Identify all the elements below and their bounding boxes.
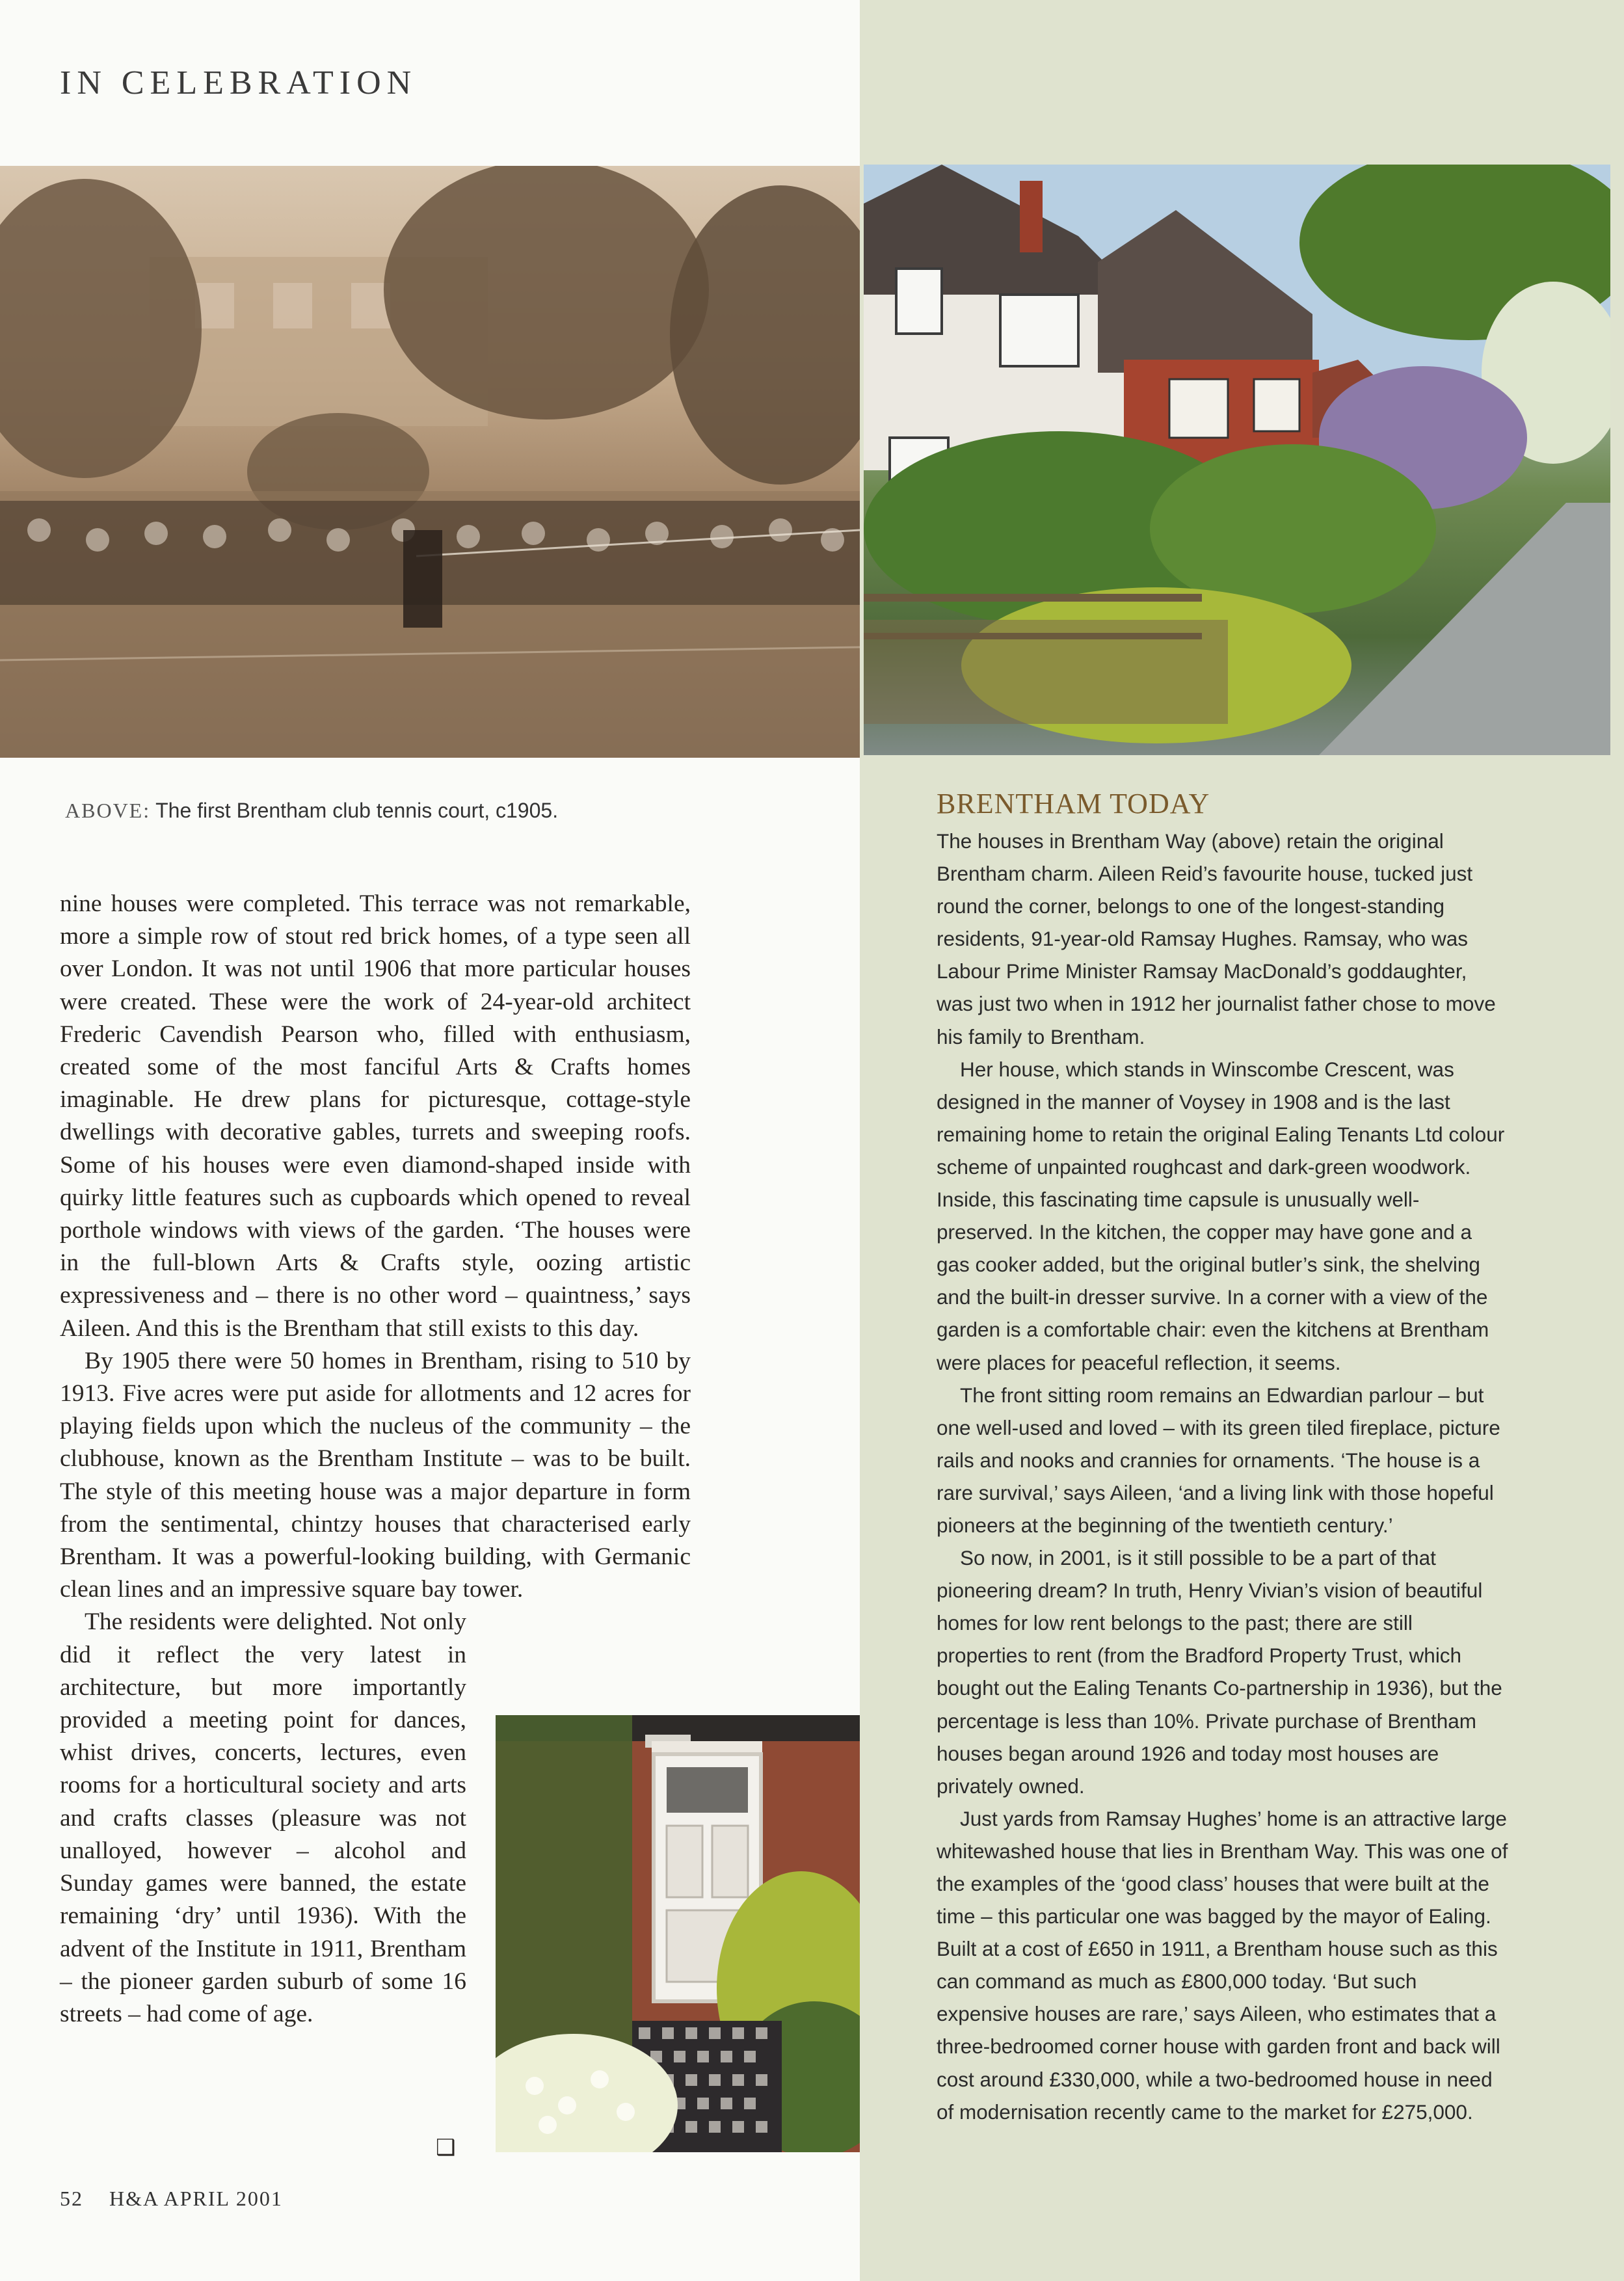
street-illustration bbox=[864, 165, 1610, 755]
sidebar-heading: BRENTHAM TODAY bbox=[937, 788, 1210, 820]
sidebar-body bbox=[937, 825, 1509, 2128]
section-label: IN CELEBRATION bbox=[60, 64, 418, 101]
doorway-photo bbox=[496, 1715, 860, 2152]
sidebar-paragraph: The houses in Brentham Way (above) retain the original Brentham charm. Aileen Reid’s favourite house, tucked just round the corner, belongs to one of the longest-standing residents, 91-year-old Ramsay Hughes. Ramsay, who was Labour Prime Minister Ramsay MacDonald’s goddaughter, was just two when in 1912 her journalist father chose to move his family to Brentham. bbox=[937, 829, 1496, 1048]
left-paragraph bbox=[60, 1606, 466, 2031]
tennis-court-photo bbox=[0, 166, 860, 758]
left-paragraph: By 1905 there were 50 homes in Brentham, rising to 510 by 1913. Five acres were put aside for allotments and 12 acres for playing fields upon which the nucleus of the community – the clubhouse, known as the Brentham Institute – was to be built. The style of this meeting house was a major departure in form from the sentimental, chintzy houses that characterised early Brentham. It was a powerful-looking building, with Germanic clean lines and an impressive square bay tower. bbox=[60, 1347, 691, 1603]
caption-text: The first Brentham club tennis court, c1905. bbox=[155, 799, 559, 822]
photo-caption bbox=[65, 799, 558, 823]
doorway-illustration bbox=[496, 1715, 860, 2152]
sidebar-paragraph: Just yards from Ramsay Hughes’ home is an attractive large whitewashed house that lies in Brentham Way. This was one of the examples of the ‘good class’ houses that were built at the time – this particular one was bagged by the mayor of Ealing. Built at a cost of £650 in 1911, a Brentham house such as this can command as much as £800,000 today. ‘But such expensive houses are rare,’ says Aileen, who estimates that a three-bedroomed corner house with garden front and back will cost around £330,000, while a two-bedroomed house in need of modernisation recently came to the market for £275,000. bbox=[937, 1806, 1508, 2124]
left-paragraph-text: The residents were delighted. Not only did it reflect the very latest in architecture, but more importantly provided a meeting point for dances, whist drives, concerts, lectures, even rooms for a horticultural society and arts and crafts classes (pleasure was not unalloyed, however – alcohol and Sunday games were banned, the estate remaining ‘dry’ until 1936). With the advent of the Institute in 1911, Brentham – the pioneer garden suburb of some 16 streets – had come of age. bbox=[60, 1608, 466, 2027]
page-footer bbox=[60, 2187, 283, 2211]
sidebar-paragraph: So now, in 2001, is it still possible to be a part of that pioneering dream? In truth, Henry Vivian’s vision of beautiful homes for low rent belongs to the past; there are still properties to rent (from the Bradford Property Trust, which bought out the Ealing Tenants Co-partnership in 1936), but the percentage is less than 10%. Private purchase of Brentham houses began around 1926 and today most houses are privately owned. bbox=[937, 1546, 1502, 1798]
sidebar-paragraph: Her house, which stands in Winscombe Crescent, was designed in the manner of Voysey in 1908 and is the last remaining home to retain the original Ealing Tenants Ltd colour scheme of unpainted roughcast and dark-green woodwork. Inside, this fascinating time capsule is unusually well-preserved. In the kitchen, the copper may have gone and a gas cooker added, but the original butler’s sink, the shelving and the built-in dresser survive. In a corner with a view of the garden is a comfortable chair: even the kitchens at Brentham were places for peaceful reflection, it seems. bbox=[937, 1057, 1505, 1374]
page-number: 52 bbox=[60, 2187, 83, 2210]
tennis-court-illustration bbox=[0, 166, 860, 758]
publication-name: H&A bbox=[109, 2187, 159, 2210]
sidebar-paragraph: The front sitting room remains an Edwardian parlour – but one well-used and loved – with its green tiled fireplace, picture rails and nooks and crannies for ornaments. ‘The house is a rare survival,’ says Aileen, ‘and a living link with those hopeful pioneers at the beginning of the twentieth century.’ bbox=[937, 1383, 1500, 1537]
brentham-way-photo bbox=[864, 165, 1610, 755]
end-mark: ❑ bbox=[436, 2136, 456, 2160]
caption-lead: ABOVE: bbox=[65, 799, 151, 822]
issue-date: APRIL 2001 bbox=[163, 2187, 283, 2210]
left-paragraph: nine houses were completed. This terrace was not remarkable, more a simple row of stout red brick homes, of a type seen all over London. It was not until 1906 that more particular houses were created. These were the work of 24-year-old architect Frederic Cavendish Pearson who, filled with enthusiasm, created some of the most fanciful Arts & Crafts homes imaginable. He drew plans for picturesque, cottage-style dwellings with decorative gables, turrets and sweeping roofs. Some of his houses were even diamond-shaped inside with quirky little features such as cupboards which opened to reveal porthole windows with views of the garden. ‘The houses were in the full-blown Arts & Crafts style, oozing artistic expressiveness and – there is no other word – quaintness,’ says Aileen. And this is the Brentham that still exists to this day. bbox=[60, 890, 691, 1342]
